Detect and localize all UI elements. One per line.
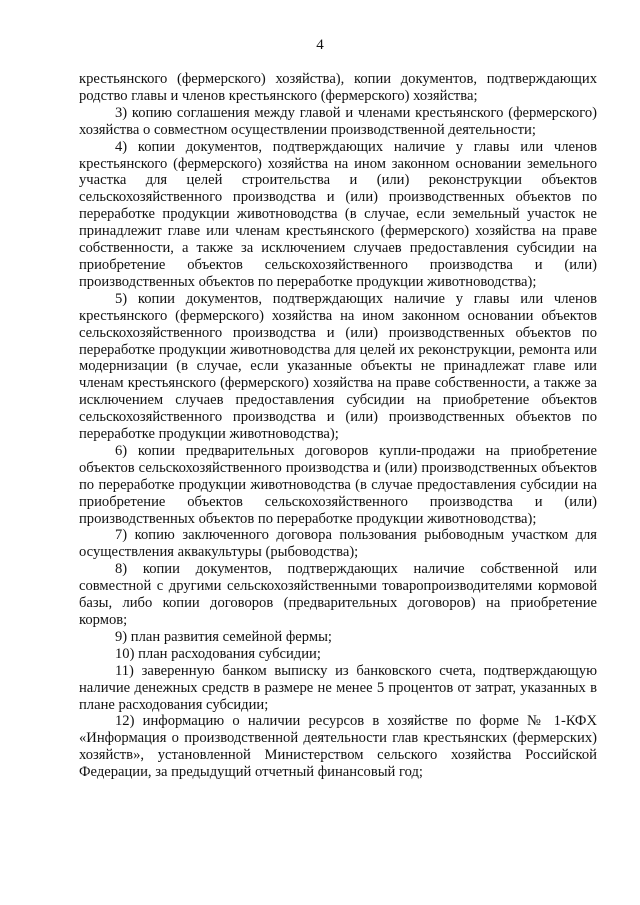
paragraph-item-9: 9) план развития семейной фермы;	[115, 628, 332, 645]
paragraph-item-7: 7) копию заключенного договора пользования рыбоводным участком для осуществления аквакультуры (рыбоводства);	[79, 527, 597, 561]
paragraph-item-10: 10) план расходования субсидии;	[115, 645, 321, 662]
paragraph-item-12: 12) информацию о наличии ресурсов в хозяйстве по форме № 1-КФХ «Информация о производственной деятельности глав крестьянских (фермерских) хозяйств», установленной Министерством сельского хозяйства Российской Федерации, за предыдущий отчетный финансовый год;	[79, 713, 597, 781]
paragraph-item-5: 5) копии документов, подтверждающих наличие у главы или членов крестьянского (фермерского) хозяйства на ином законном основании объектов сельскохозяйственного производства и (или) производственных объектов по переработке продукции животноводства для целей их реконструкции, ремонта или модернизации (в случае, если указанные объекты не принадлежат главе или членам крестьянского (фермерского) хозяйства на праве собственности, а также за исключением случаев предоставления субсидии на приобретение объектов сельскохозяйственного производства и (или) производственных объектов по переработке продукции животноводства);	[79, 290, 597, 443]
paragraph-item-3: 3) копию соглашения между главой и членами крестьянского (фермерского) хозяйства о совместном осуществлении производственной деятельности;	[79, 104, 597, 138]
document-body	[79, 71, 597, 781]
paragraph-continuation: крестьянского (фермерского) хозяйства), копии документов, подтверждающих родство главы и членов крестьянского (фермерского) хозяйства;	[79, 71, 597, 104]
page-number: 4	[316, 37, 324, 53]
paragraph-item-6: 6) копии предварительных договоров купли-продажи на приобретение объектов сельскохозяйственного производства и (или) производственных объектов по переработке продукции животноводства (в случае предоставления субсидии на приобретение объектов сельскохозяйственного производства и (или) производственных объектов по переработке продукции животноводства);	[79, 442, 597, 527]
paragraph-item-8: 8) копии документов, подтверждающих наличие собственной или совместной с другими сельскохозяйственными товаропроизводителями кормовой базы, либо копии договоров (предварительных договоров) на приобретение кормов;	[79, 561, 597, 628]
paragraph-item-11: 11) заверенную банком выписку из банковского счета, подтверждающую наличие денежных средств в размере не менее 5 процентов от затрат, указанных в плане расходования субсидии;	[79, 662, 597, 713]
paragraph-item-4: 4) копии документов, подтверждающих наличие у главы или членов крестьянского (фермерского) хозяйства на ином законном основании земельного участка для целей строительства и (или) реконструкции объектов сельскохозяйственного производства и (или) производственных объектов по переработке продукции животноводства (в случае, если земельный участок не принадлежит главе или членам крестьянского (фермерского) хозяйства на праве собственности, а также за исключением случаев предоставления субсидии на приобретение объектов сельскохозяйственного производства и (или) производственных объектов по переработке продукции животноводства);	[79, 138, 597, 290]
